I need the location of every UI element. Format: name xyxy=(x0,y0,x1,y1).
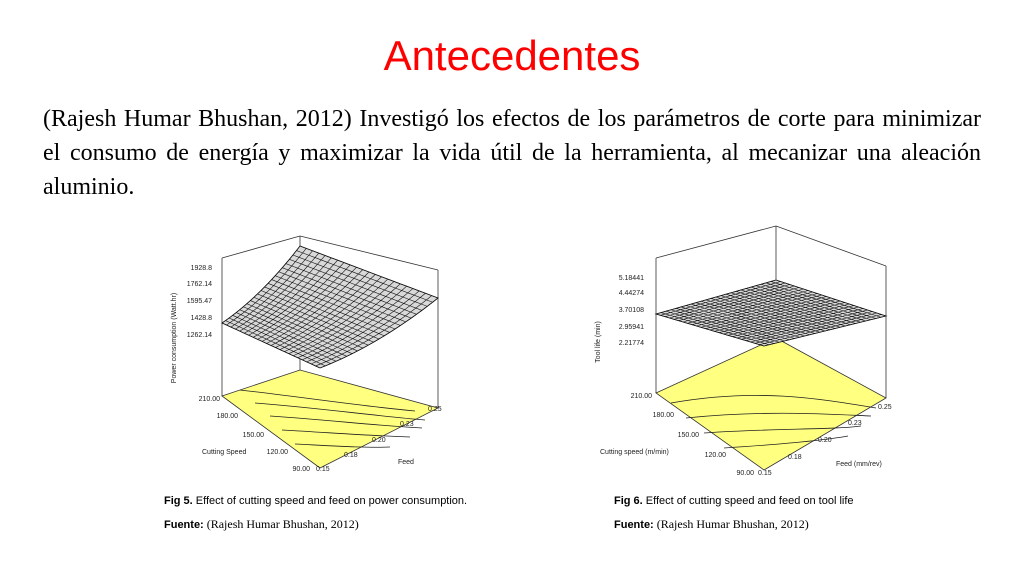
fig6-speed-axis-label: Cutting speed (m/min) xyxy=(600,449,669,456)
fig5-speed-tick: 210.00 xyxy=(198,396,220,403)
fig6-source-text: (Rajesh Humar Bhushan, 2012) xyxy=(653,517,809,531)
fig5-feed-tick: 0.20 xyxy=(372,437,386,444)
fig5-ztick: 1595.47 xyxy=(186,298,212,305)
fig6-speed-tick: 180.00 xyxy=(652,412,674,419)
fig5-feed-tick: 0.25 xyxy=(428,406,442,413)
fig5-ztick: 1262.14 xyxy=(186,332,212,339)
figure-power-consumption xyxy=(160,228,460,478)
fig5-speed-tick: 180.00 xyxy=(216,413,238,420)
fig5-speed-tick: 120.00 xyxy=(266,449,288,456)
fig5-speed-tick: 150.00 xyxy=(242,432,264,439)
fig6-source xyxy=(614,517,809,532)
fig5-caption-label: Fig 5. xyxy=(164,495,193,507)
fig5-z-axis-label: Power consumption (Watt.hr) xyxy=(171,292,178,384)
fig6-speed-tick: 150.00 xyxy=(677,432,699,439)
fig5-feed-axis-label: Feed xyxy=(398,459,414,466)
fig6-ztick: 4.44274 xyxy=(618,290,644,297)
fig6-z-axis-label: Tool life (min) xyxy=(595,321,602,363)
slide-title: Antecedentes xyxy=(383,32,641,79)
fig6-source-label: Fuente: xyxy=(614,519,654,531)
fig5-feed-tick: 0.18 xyxy=(344,452,358,459)
fig6-speed-tick: 120.00 xyxy=(704,452,726,459)
fig5-ztick: 1428.8 xyxy=(190,315,212,322)
fig5-feed-tick: 0.15 xyxy=(316,466,330,473)
fig5-speed-tick: 90.00 xyxy=(292,466,310,473)
fig6-feed-tick: 0.15 xyxy=(758,470,772,477)
fig6-feed-axis-label: Feed (mm/rev) xyxy=(836,461,882,468)
fig6-caption xyxy=(614,495,854,507)
fig5-ztick: 1928.8 xyxy=(190,265,212,272)
power-surface-mesh xyxy=(222,246,438,368)
fig6-ztick: 2.21774 xyxy=(618,340,644,347)
fig6-feed-tick: 0.20 xyxy=(818,437,832,444)
fig6-ztick: 5.18441 xyxy=(618,275,644,282)
fig6-speed-tick: 210.00 xyxy=(630,393,652,400)
fig6-ztick: 3.70108 xyxy=(618,307,644,314)
fig6-feed-tick: 0.23 xyxy=(848,420,862,427)
fig5-source-label: Fuente: xyxy=(164,519,204,531)
fig5-source-text: (Rajesh Humar Bhushan, 2012) xyxy=(203,517,359,531)
fig5-feed-tick: 0.23 xyxy=(400,421,414,428)
fig6-feed-tick: 0.25 xyxy=(878,404,892,411)
fig6-speed-tick: 90.00 xyxy=(736,470,754,477)
fig6-caption-label: Fig 6. xyxy=(614,495,643,507)
figure-tool-life xyxy=(586,218,906,480)
slide-body-text: (Rajesh Humar Bhushan, 2012) Investigó los efectos de los parámetros de corte para minimizar el consumo de energía y maximizar la vida útil de la herramienta, al mecanizar una aleación aluminio. xyxy=(43,106,981,200)
fig6-caption-text: Effect of cutting speed and feed on tool life xyxy=(642,495,854,507)
fig6-feed-tick: 0.18 xyxy=(788,454,802,461)
fig5-ztick: 1762.14 xyxy=(186,281,212,288)
fig5-caption-text: Effect of cutting speed and feed on power consumption. xyxy=(192,495,468,507)
fig5-speed-axis-label: Cutting Speed xyxy=(202,449,247,456)
fig5-source xyxy=(164,517,359,532)
fig5-caption xyxy=(164,495,467,507)
tool-life-surface-mesh xyxy=(656,280,886,346)
fig6-ztick: 2.95941 xyxy=(618,324,644,331)
